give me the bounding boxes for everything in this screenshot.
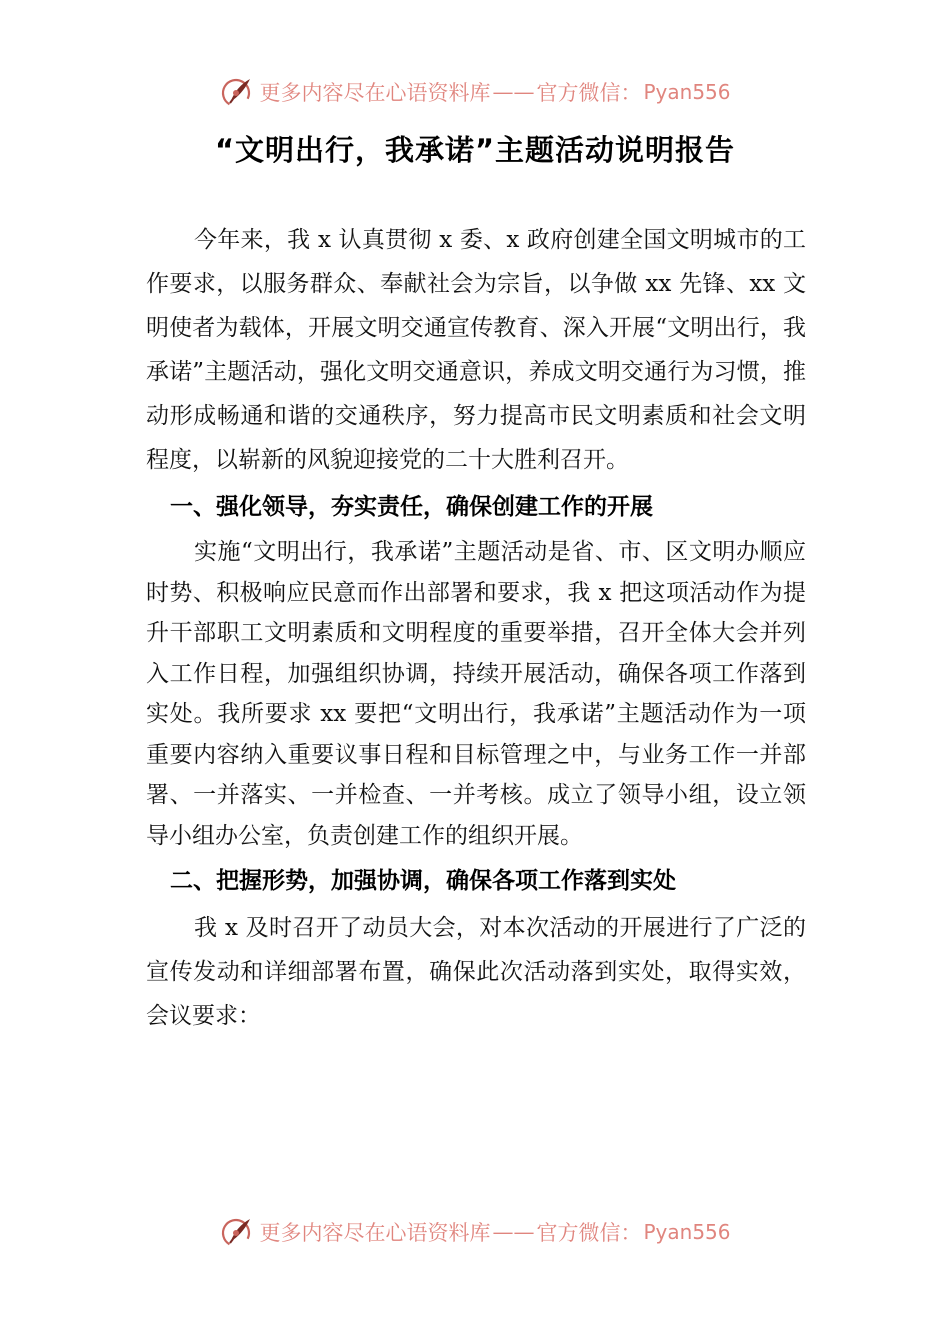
quill-pen-logo-icon: [219, 1214, 255, 1250]
quill-pen-logo-icon: [219, 74, 255, 110]
watermark-dash: ——: [492, 1220, 535, 1244]
watermark-wechat-id: Pyan556: [643, 1220, 731, 1244]
watermark-text: 更多内容尽在心语资料库: [259, 1221, 491, 1245]
paragraph-section-2: 我 x 及时召开了动员大会，对本次活动的开展进行了广泛的宣传发动和详细部署布置，确保此次活动落到实处，取得实效，会议要求：: [146, 915, 806, 1029]
section-heading-2: 二、把握形势，加强协调，确保各项工作落到实处: [170, 868, 676, 894]
watermark-wechat-id: Pyan556: [643, 80, 731, 104]
watermark-dash: ——: [492, 80, 535, 104]
document-body: [146, 218, 806, 1038]
watermark-text: 更多内容尽在心语资料库: [259, 81, 491, 105]
header-watermark: [0, 72, 950, 112]
document-title: “文明出行，我承诺”主题活动说明报告: [214, 133, 736, 167]
watermark-wechat-label: 官方微信：: [536, 1221, 642, 1245]
section-heading-1: 一、强化领导，夯实责任，确保创建工作的开展: [170, 494, 653, 520]
footer-watermark: [0, 1212, 950, 1252]
watermark-wechat-label: 官方微信：: [536, 81, 642, 105]
paragraph-intro: 今年来，我 x 认真贯彻 x 委、x 政府创建全国文明城市的工作要求，以服务群众、奉献社会为宗旨，以争做 xx 先锋、xx 文明使者为载体，开展文明交通宣传教育、深入开展“文明出行，我承诺”主题活动，强化文明交通意识，养成文明交通行为习惯，推动形成畅通和谐的交通秩序，努力提高市民文明素质和社会文明程度，以崭新的风貌迎接党的二十大胜利召开。: [146, 227, 806, 473]
paragraph-section-1: 实施“文明出行，我承诺”主题活动是省、市、区文明办顺应时势、积极响应民意而作出部署和要求，我 x 把这项活动作为提升干部职工文明素质和文明程度的重要举措，召开全体大会并列入工作日程，加强组织协调，持续开展活动，确保各项工作落到实处。我所要求 xx 要把“文明出行，我承诺”主题活动作为一项重要内容纳入重要议事日程和目标管理之中，与业务工作一并部署、一并落实、一并检查、一并考核。成立了领导小组，设立领导小组办公室，负责创建工作的组织开展。: [146, 539, 806, 849]
